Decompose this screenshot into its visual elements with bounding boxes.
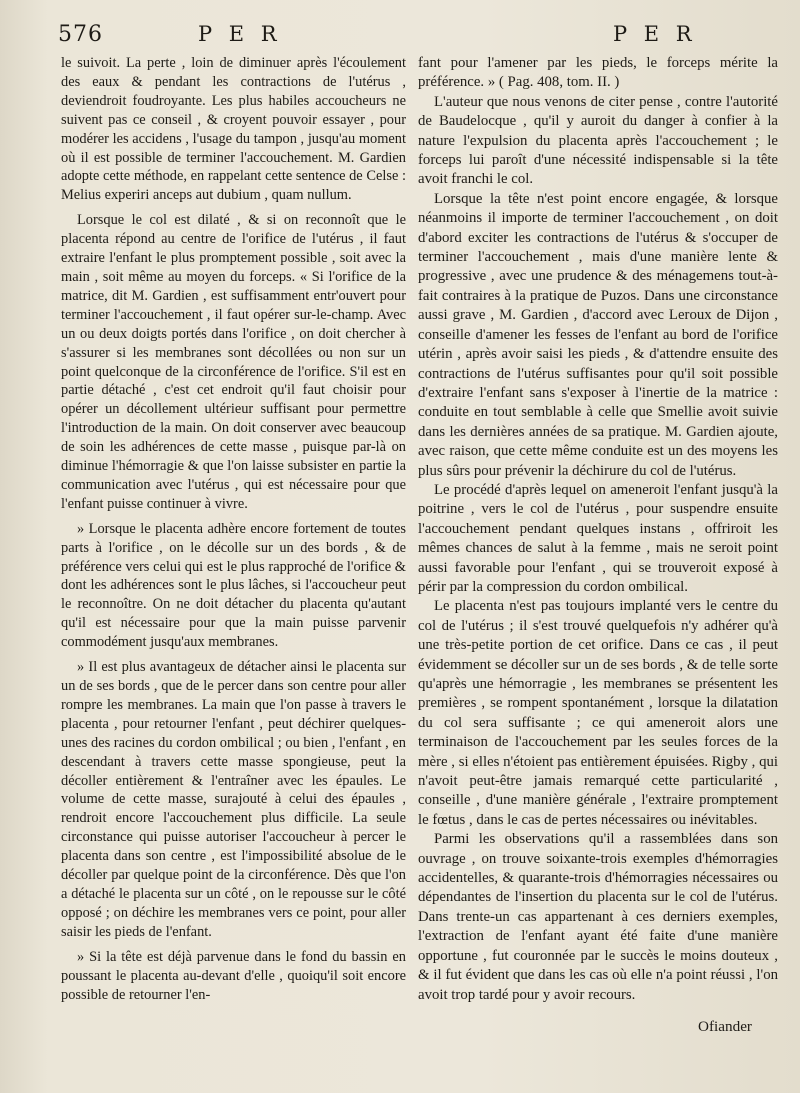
paragraph: » Si la tête est déjà parvenue dans le fond du bassin en poussant le placenta au-devant d'elle , quoiqu'il soit encore possible de retourner l'en- [61, 948, 406, 1003]
running-head-right: P E R [613, 22, 697, 46]
paragraph: Le procédé d'après lequel on ameneroit l'enfant jusqu'à la poitrine , vers le col de l'utérus , pour suspendre ensuite l'accouchement pendant quelques instans , offriroit les mêmes chances de salut à la femme , mais ne seroit point aussi favorable pour l'enfant , qui se trouveroit exposé à périr par la compression du cordon ombilical. [418, 481, 778, 595]
paragraph: L'auteur que nous venons de citer pense , contre l'autorité de Baudelocque , qu'il y auroit du danger à confier à la nature l'expulsion du placenta après l'accouchement ; le forceps lui paroît d'une nécessité indispensable si la tête avoit franchi le col. [418, 93, 778, 188]
paragraph: » Il est plus avantageux de détacher ainsi le placenta sur un de ses bords , que de le percer dans son centre pour aller rompre les membranes. La main que l'on passe à travers le placenta , pour retourner l'enfant , peut déchirer quelques-unes des racines du cordon ombilical ; ou bien , l'enfant , en descendant à travers cette masse spongieuse, peut la décoller entièrement & l'entraîner avec les épaules. Le volume de cette masse, surajouté à celui des épaules , rendroit encore l'accouchement plus difficile. La seule circonstance qui puisse autoriser l'accoucheur à percer le placenta dans son centre , est l'impossibilité absolue de le décoller par quelque point de la circonférence. Dès que l'on a détaché le placenta sur un côté , on le repousse sur le côté opposé ; on déchire les membranes vers ce point, pour aller saisir les pieds de l'enfant. [61, 659, 406, 940]
paragraph: le suivoit. La perte , loin de diminuer après l'écoulement des eaux & pendant les contractions de l'utérus , deviendroit foudroyante. Les plus habiles accoucheurs ne suivent pas ce conseil , & croyent pouvoir essayer , pour modérer les accidens , l'usage du tampon , jusqu'au moment où il est possible de terminer l'accouchement. M. Gardien adopte cette méthode, en rappelant cette sentence de Celse : Melius experiri anceps aut dubium , quam nullum. [61, 55, 406, 204]
right-column [418, 54, 778, 1005]
paragraph: Le placenta n'est pas toujours implanté vers le centre du col de l'utérus ; il s'est trouvé quelquefois n'y adhérer qu'à une très-petite portion de cet orifice. Dans ce cas , il peut évidemment se décoller sur un de ses bords , & de telle sorte qu'après une hémorragie , les membranes se présentent les premières , se rompent spontanément , lorsque la dilatation du col sera suffisante ; ce qui ameneroit alors une terminaison de l'accouchement par les seules forces de la mère , si elles n'étoient pas entièrement épuisées. Rigby , qui n'avoit peut-être jamais remarqué cette particularité , conseille , d'une manière générale , l'extraire promptement le fœtus , dans le cas de pertes nécessaires ou inévitables. [418, 598, 778, 828]
paragraph: Parmi les observations qu'il a rassemblées dans son ouvrage , on trouve soixante-trois exemples d'hémorragies accidentelles, & quarante-trois d'hémorragies nécessaires ou dépendantes de l'insertion du placenta sur le col de l'utérus. Dans trente-un cas appartenant à ces derniers exemples, l'extraction de l'enfant ayant été faite d'une manière opportune , fut couronnée par le succès le moins douteux , & il fut évident que dans les cas où elle n'a point réussi , l'on avoit trop tardé pour y avoir recours. [418, 831, 778, 1003]
left-column [61, 54, 406, 1004]
running-head-left: P E R [198, 22, 282, 46]
catchword: Ofiander [698, 1018, 752, 1035]
paragraph: Lorsque la tête n'est point encore engagée, & lorsque néanmoins il importe de terminer l'accouchement , on doit d'abord exciter les contractions de l'utérus & s'occuper de terminer l'accouchement , mais d'une manière lente & progressive , avec une prudence & des ménagemens tout-à-fait contraires à la pratique de Puzos. Dans une circonstance aussi grave , M. Gardien , d'accord avec Leroux de Dijon , conseille d'amener les fesses de l'enfant au bord de l'orifice utérin , après avoir saisi les pieds , & d'attendre ensuite des contractions de l'utérus suffisantes pour qu'il soit possible d'extraire l'enfant sans s'exposer à l'inertie de la matrice : conduite en tout semblable à celle que Smellie avoit suivie dans les dernières années de sa pratique. M. Gardien ajoute, avec raison, que cette même conduite est un des moyens les plus sûrs pour prévenir la déchirure du col de l'utérus. [418, 190, 778, 479]
running-header [58, 18, 770, 52]
paragraph: fant pour l'amener par les pieds, le forceps mérite la préférence. » ( Pag. 408, tom. II. ) [418, 55, 778, 91]
paragraph: Lorsque le col est dilaté , & si on reconnoît que le placenta répond au centre de l'orifice de l'utérus , il faut extraire l'enfant le plus promptement possible , soit avec la main , soit même au moyen du forceps. « Si l'orifice de la matrice, dit M. Gardien , est suffisamment entr'ouvert pour terminer l'accouchement , il faut opérer sur-le-champ. Avec un ou deux doigts portés dans l'orifice , on doit chercher à s'assurer si les membranes sont décollées ou non sur un point quelconque de la circonférence de l'orifice. S'il est en partie détaché , c'est cet endroit qu'il faut choisir pour opérer un décollement ultérieur suffisant pour permettre l'introduction de la main. On doit conserver avec beaucoup de soin les adhérences de cette masse , puisque par-là on diminue l'hémorragie & que l'on laisse subsister en partie la communication avec l'utérus , qui est nécessaire pour que l'enfant puisse continuer à vivre. [61, 212, 406, 512]
paragraph: » Lorsque le placenta adhère encore fortement de toutes parts à l'orifice , on le décolle sur un des bords , & de préférence vers celui qui est le plus rapproché de l'orifice & dont les adhérences sont le plus lâches, si l'accoucheur peut le reconnoître. On ne doit détacher du placenta qu'autant qu'il est nécessaire pour que la main puisse parvenir commodément jusqu'aux membranes. [61, 520, 406, 651]
page-number: 576 [58, 22, 103, 47]
